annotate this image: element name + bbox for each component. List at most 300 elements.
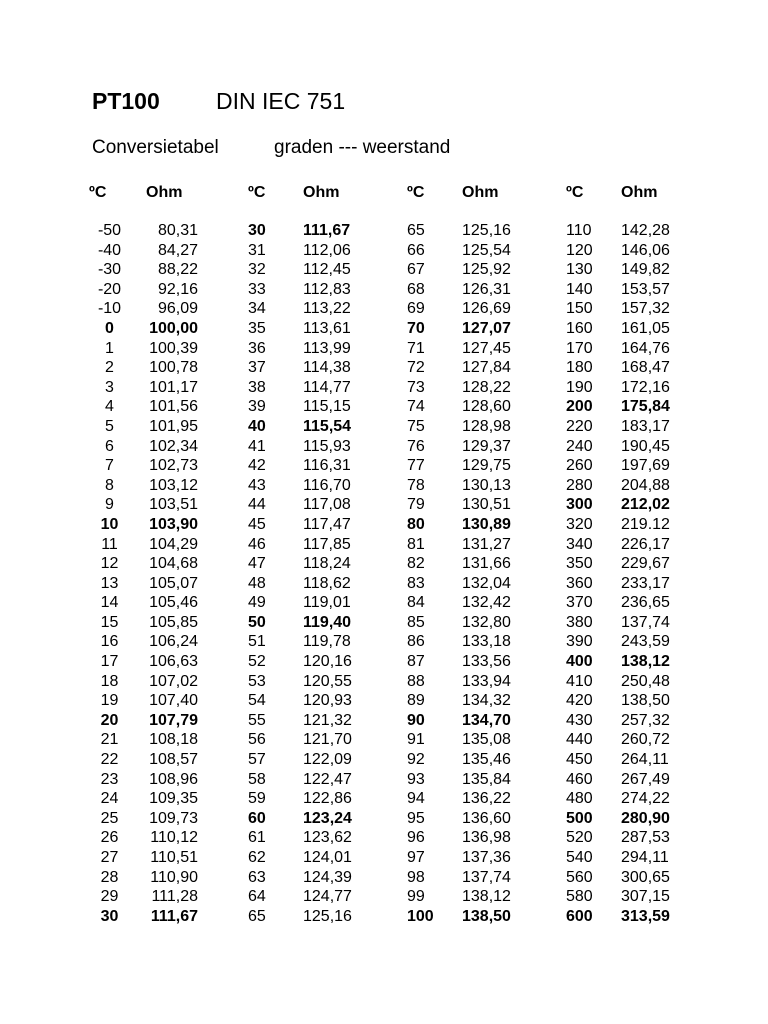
table-row xyxy=(566,632,701,652)
celsius-value: 57 xyxy=(248,751,266,769)
ohm-value: 92,16 xyxy=(157,280,198,298)
celsius-value: 17 xyxy=(100,653,119,671)
ohm-value: 132,80 xyxy=(462,613,511,631)
celsius-value: 66 xyxy=(407,241,425,259)
ohm-value: 128,22 xyxy=(462,378,511,396)
table-row xyxy=(407,574,542,594)
celsius-value: 30 xyxy=(248,222,266,239)
table-row xyxy=(407,456,542,476)
table-row xyxy=(566,593,701,613)
celsius-value: 500 xyxy=(566,809,593,827)
ohm-value: 124,01 xyxy=(303,849,352,866)
table-row xyxy=(89,770,206,790)
table-row xyxy=(248,868,383,888)
ohm-value: 129,37 xyxy=(462,437,511,455)
document-title: PT100 xyxy=(92,88,160,114)
ohm-value: 172,16 xyxy=(621,378,670,396)
table-row xyxy=(407,554,542,574)
celsius-value: 300 xyxy=(566,496,593,514)
ohm-value: 300,65 xyxy=(621,868,670,886)
table-row xyxy=(407,593,542,613)
table-row xyxy=(248,241,383,261)
table-row xyxy=(89,574,206,594)
table-row xyxy=(89,672,206,692)
ohm-value: 104,68 xyxy=(149,555,198,573)
celsius-value: 69 xyxy=(407,300,425,318)
table-row xyxy=(248,515,383,535)
table-row xyxy=(566,535,701,555)
table-row xyxy=(248,339,383,359)
celsius-value: 4 xyxy=(105,398,114,416)
table-row xyxy=(248,730,383,750)
table-row xyxy=(89,417,206,437)
ohm-value: 115,93 xyxy=(303,437,351,455)
celsius-value: 170 xyxy=(566,339,593,357)
ohm-value: 125,54 xyxy=(462,241,511,259)
ohm-value: 100,78 xyxy=(149,359,198,377)
celsius-value: 89 xyxy=(407,692,425,710)
table-row xyxy=(566,221,701,241)
table-row xyxy=(248,809,383,829)
table-row xyxy=(89,907,206,927)
celsius-value: 76 xyxy=(407,437,425,455)
table-row xyxy=(407,868,542,888)
table-row xyxy=(248,456,383,476)
celsius-value: 82 xyxy=(407,555,425,573)
celsius-value: 34 xyxy=(248,300,266,318)
celsius-value: -30 xyxy=(97,261,122,279)
celsius-value: -10 xyxy=(97,300,122,318)
celsius-value: 43 xyxy=(248,476,266,494)
celsius-value: 45 xyxy=(248,515,266,533)
ohm-value: 229,67 xyxy=(621,555,670,573)
celsius-value: 86 xyxy=(407,633,425,651)
ohm-value: 88,22 xyxy=(157,261,198,279)
table-row xyxy=(407,397,542,417)
ohm-value: 105,07 xyxy=(149,574,198,592)
celsius-value: 84 xyxy=(407,594,425,612)
ohm-value: 118,62 xyxy=(303,574,351,592)
celsius-value: 8 xyxy=(105,476,114,494)
table-row xyxy=(566,613,701,633)
ohm-value: 133,56 xyxy=(462,653,511,671)
table-row xyxy=(89,397,206,417)
celsius-header: ºC xyxy=(248,184,266,201)
table-row xyxy=(89,437,206,457)
table-row xyxy=(407,672,542,692)
table-row xyxy=(89,809,206,829)
celsius-value: 600 xyxy=(566,907,593,925)
table-row xyxy=(248,632,383,652)
table-row xyxy=(566,848,701,868)
celsius-value: 50 xyxy=(248,613,266,631)
ohm-value: 236,65 xyxy=(621,594,670,612)
table-row xyxy=(407,907,542,927)
table-row xyxy=(89,711,206,731)
celsius-value: 340 xyxy=(566,535,593,553)
celsius-value: 28 xyxy=(100,868,119,886)
celsius-value: 410 xyxy=(566,672,593,690)
ohm-value: 135,46 xyxy=(462,751,511,769)
table-row xyxy=(89,241,206,261)
table-row xyxy=(566,868,701,888)
celsius-value: 14 xyxy=(100,594,119,612)
celsius-value: 460 xyxy=(566,770,593,788)
celsius-value: 47 xyxy=(248,555,266,573)
ohm-value: 127,07 xyxy=(462,319,511,337)
ohm-value: 80,31 xyxy=(157,222,198,239)
ohm-value: 233,17 xyxy=(621,574,670,592)
celsius-value: 16 xyxy=(100,633,119,651)
ohm-value: 260,72 xyxy=(621,731,670,749)
celsius-value: 140 xyxy=(566,280,593,298)
celsius-value: 380 xyxy=(566,613,593,631)
ohm-value: 131,66 xyxy=(462,555,511,573)
table-row xyxy=(407,848,542,868)
ohm-value: 135,84 xyxy=(462,770,511,788)
ohm-value: 105,85 xyxy=(149,613,198,631)
ohm-value: 183,17 xyxy=(621,417,670,435)
ohm-header: Ohm xyxy=(462,184,499,201)
celsius-value: 65 xyxy=(407,222,425,239)
table-row xyxy=(407,339,542,359)
celsius-value: 580 xyxy=(566,888,593,906)
table-row xyxy=(566,907,701,927)
celsius-value: 38 xyxy=(248,378,266,396)
celsius-value: 78 xyxy=(407,476,425,494)
ohm-value: 123,24 xyxy=(303,809,352,827)
celsius-value: 62 xyxy=(248,849,266,866)
celsius-value: 60 xyxy=(248,809,266,827)
table-row xyxy=(566,476,701,496)
celsius-value: 360 xyxy=(566,574,593,592)
celsius-value: 15 xyxy=(100,613,119,631)
ohm-value: 109,35 xyxy=(149,790,198,808)
celsius-value: 48 xyxy=(248,574,266,592)
celsius-value: 25 xyxy=(100,809,119,827)
celsius-value: 58 xyxy=(248,770,266,788)
table-row xyxy=(566,417,701,437)
table-row xyxy=(407,535,542,555)
table-row xyxy=(89,848,206,868)
celsius-value: 75 xyxy=(407,417,425,435)
ohm-value: 124,39 xyxy=(303,868,352,886)
celsius-value: 27 xyxy=(100,849,119,866)
celsius-value: 31 xyxy=(248,241,266,259)
celsius-header: ºC xyxy=(566,184,584,201)
celsius-value: 61 xyxy=(248,829,266,847)
celsius-value: 80 xyxy=(407,515,425,533)
celsius-value: 51 xyxy=(248,633,266,651)
table-row xyxy=(566,437,701,457)
ohm-value: 125,16 xyxy=(462,222,511,239)
ohm-value: 130,13 xyxy=(462,476,511,494)
ohm-value: 120,16 xyxy=(303,653,352,671)
celsius-value: 560 xyxy=(566,868,593,886)
ohm-value: 121,70 xyxy=(303,731,352,749)
ohm-value: 111,67 xyxy=(150,907,198,925)
table-row xyxy=(89,887,206,907)
ohm-value: 190,45 xyxy=(621,437,670,455)
celsius-value: 420 xyxy=(566,692,593,710)
ohm-value: 96,09 xyxy=(157,300,198,318)
ohm-value: 118,24 xyxy=(303,555,351,573)
table-row xyxy=(89,515,206,535)
ohm-value: 264,11 xyxy=(621,751,669,769)
table-row xyxy=(248,672,383,692)
table-row xyxy=(89,730,206,750)
celsius-value: 93 xyxy=(407,770,425,788)
ohm-value: 104,29 xyxy=(149,535,198,553)
table-row xyxy=(566,887,701,907)
table-row xyxy=(407,789,542,809)
celsius-value: 63 xyxy=(248,868,266,886)
celsius-value: 39 xyxy=(248,398,266,416)
ohm-value: 146,06 xyxy=(621,241,670,259)
ohm-value: 157,32 xyxy=(621,300,670,318)
ohm-value: 127,45 xyxy=(462,339,511,357)
ohm-value: 124,77 xyxy=(303,888,352,906)
celsius-value: 26 xyxy=(100,829,119,847)
table-row xyxy=(566,280,701,300)
table-row xyxy=(248,887,383,907)
table-row xyxy=(248,593,383,613)
celsius-value: 7 xyxy=(105,457,114,475)
ohm-value: 132,42 xyxy=(462,594,511,612)
celsius-value: 540 xyxy=(566,849,593,866)
celsius-value: 33 xyxy=(248,280,266,298)
table-row xyxy=(248,495,383,515)
ohm-value: 111,67 xyxy=(303,222,351,239)
ohm-value: 250,48 xyxy=(621,672,670,690)
ohm-value: 114,77 xyxy=(303,378,351,396)
table-row xyxy=(89,495,206,515)
table-row xyxy=(248,280,383,300)
ohm-value: 149,82 xyxy=(621,261,670,279)
ohm-value: 102,73 xyxy=(149,457,198,475)
table-row xyxy=(89,476,206,496)
table-row xyxy=(407,241,542,261)
ohm-value: 107,02 xyxy=(149,672,198,690)
ohm-value: 136,98 xyxy=(462,829,511,847)
ohm-value: 108,18 xyxy=(149,731,198,749)
ohm-value: 122,47 xyxy=(303,770,352,788)
table-row xyxy=(566,828,701,848)
ohm-value: 116,31 xyxy=(303,457,351,475)
table-row xyxy=(566,378,701,398)
celsius-value: 280 xyxy=(566,476,593,494)
celsius-value: 21 xyxy=(100,731,119,749)
celsius-value: 40 xyxy=(248,417,266,435)
standard-label: DIN IEC 751 xyxy=(216,88,346,114)
celsius-value: 99 xyxy=(407,888,425,906)
table-row xyxy=(407,711,542,731)
table-row xyxy=(248,711,383,731)
celsius-value: 90 xyxy=(407,711,425,729)
celsius-value: 53 xyxy=(248,672,266,690)
celsius-value: 260 xyxy=(566,457,593,475)
table-row xyxy=(248,770,383,790)
table-row xyxy=(89,299,206,319)
ohm-value: 126,31 xyxy=(462,280,511,298)
celsius-value: 88 xyxy=(407,672,425,690)
celsius-value: 430 xyxy=(566,711,593,729)
celsius-value: 190 xyxy=(566,378,593,396)
table-row xyxy=(89,280,206,300)
table-row xyxy=(566,711,701,731)
ohm-value: 101,56 xyxy=(149,398,198,416)
celsius-value: 520 xyxy=(566,829,593,847)
table-row xyxy=(89,789,206,809)
celsius-value: 37 xyxy=(248,359,266,377)
column-header xyxy=(566,182,701,204)
table-row xyxy=(89,554,206,574)
table-row xyxy=(248,554,383,574)
table-row xyxy=(566,770,701,790)
table-row xyxy=(407,476,542,496)
celsius-value: 35 xyxy=(248,319,266,337)
ohm-value: 226,17 xyxy=(621,535,670,553)
celsius-value: 98 xyxy=(407,868,425,886)
table-row xyxy=(566,397,701,417)
table-row xyxy=(407,437,542,457)
celsius-value: 19 xyxy=(100,692,119,710)
celsius-value: 9 xyxy=(105,496,114,514)
ohm-value: 100,39 xyxy=(149,339,198,357)
celsius-value: 64 xyxy=(248,888,266,906)
table-row xyxy=(89,456,206,476)
ohm-value: 119,78 xyxy=(303,633,351,651)
ohm-value: 161,05 xyxy=(621,319,670,337)
ohm-value: 287,53 xyxy=(621,829,670,847)
ohm-value: 113,61 xyxy=(303,319,351,337)
table-row xyxy=(89,339,206,359)
ohm-value: 109,73 xyxy=(149,809,198,827)
table-row xyxy=(89,221,206,241)
ohm-value: 138,12 xyxy=(462,888,511,906)
celsius-value: 450 xyxy=(566,751,593,769)
table-row xyxy=(407,613,542,633)
ohm-value: 134,70 xyxy=(462,711,511,729)
table-row xyxy=(89,750,206,770)
table-row xyxy=(407,280,542,300)
celsius-value: 30 xyxy=(100,907,119,925)
table-row xyxy=(89,828,206,848)
celsius-value: 52 xyxy=(248,653,266,671)
ohm-value: 125,92 xyxy=(462,261,511,279)
table-row xyxy=(248,437,383,457)
table-column-4 xyxy=(566,182,701,926)
table-row xyxy=(566,358,701,378)
ohm-value: 123,62 xyxy=(303,829,352,847)
table-row xyxy=(89,260,206,280)
ohm-value: 112,83 xyxy=(303,280,351,298)
table-row xyxy=(89,868,206,888)
ohm-value: 136,22 xyxy=(462,790,511,808)
ohm-header: Ohm xyxy=(621,184,658,201)
celsius-value: 74 xyxy=(407,398,425,416)
celsius-value: 83 xyxy=(407,574,425,592)
celsius-value: 81 xyxy=(407,535,425,553)
ohm-value: 138,50 xyxy=(621,692,670,710)
ohm-value: 117,47 xyxy=(303,515,351,533)
ohm-value: 137,74 xyxy=(621,613,670,631)
table-row xyxy=(407,319,542,339)
celsius-value: 1 xyxy=(105,339,114,357)
celsius-value: 20 xyxy=(100,711,119,729)
table-row xyxy=(566,574,701,594)
celsius-value: 11 xyxy=(101,535,118,553)
ohm-value: 131,27 xyxy=(462,535,511,553)
celsius-value: 91 xyxy=(407,731,425,749)
celsius-value: 3 xyxy=(105,378,114,396)
celsius-value: -50 xyxy=(97,222,122,239)
ohm-value: 197,69 xyxy=(621,457,670,475)
table-row xyxy=(248,789,383,809)
table-row xyxy=(248,613,383,633)
table-row xyxy=(566,672,701,692)
ohm-value: 274,22 xyxy=(621,790,670,808)
table-row xyxy=(248,750,383,770)
celsius-value: 120 xyxy=(566,241,593,259)
table-row xyxy=(566,319,701,339)
ohm-value: 106,24 xyxy=(149,633,198,651)
ohm-value: 219.12 xyxy=(621,515,670,533)
table-row xyxy=(566,789,701,809)
celsius-value: 44 xyxy=(248,496,266,514)
celsius-value: 70 xyxy=(407,319,425,337)
celsius-value: 180 xyxy=(566,359,593,377)
celsius-value: 32 xyxy=(248,261,266,279)
table-row xyxy=(248,397,383,417)
ohm-value: 307,15 xyxy=(621,888,670,906)
celsius-value: 72 xyxy=(407,359,425,377)
subtitle: Conversietabel xyxy=(92,137,219,158)
ohm-value: 103,90 xyxy=(149,515,198,533)
ohm-value: 133,18 xyxy=(462,633,511,651)
ohm-value: 84,27 xyxy=(157,241,198,259)
ohm-value: 138,50 xyxy=(462,907,511,925)
table-row xyxy=(248,535,383,555)
ohm-value: 135,08 xyxy=(462,731,511,749)
ohm-value: 257,32 xyxy=(621,711,670,729)
table-row xyxy=(248,221,383,241)
celsius-value: 22 xyxy=(100,751,119,769)
celsius-value: 320 xyxy=(566,515,593,533)
table-row xyxy=(89,358,206,378)
table-row xyxy=(407,652,542,672)
celsius-value: 77 xyxy=(407,457,425,475)
ohm-value: 119,01 xyxy=(303,594,351,612)
celsius-value: 23 xyxy=(100,770,119,788)
ohm-value: 168,47 xyxy=(621,359,670,377)
ohm-value: 132,04 xyxy=(462,574,511,592)
table-row xyxy=(407,632,542,652)
table-row xyxy=(89,378,206,398)
ohm-value: 128,98 xyxy=(462,417,511,435)
table-row xyxy=(248,828,383,848)
ohm-value: 110,90 xyxy=(150,868,198,886)
ohm-value: 136,60 xyxy=(462,809,511,827)
table-row xyxy=(566,691,701,711)
ohm-header: Ohm xyxy=(146,184,183,201)
ohm-value: 142,28 xyxy=(621,222,670,239)
table-row xyxy=(248,378,383,398)
ohm-value: 114,38 xyxy=(303,359,351,377)
ohm-value: 125,16 xyxy=(303,907,352,925)
celsius-value: 390 xyxy=(566,633,593,651)
ohm-value: 105,46 xyxy=(149,594,198,612)
